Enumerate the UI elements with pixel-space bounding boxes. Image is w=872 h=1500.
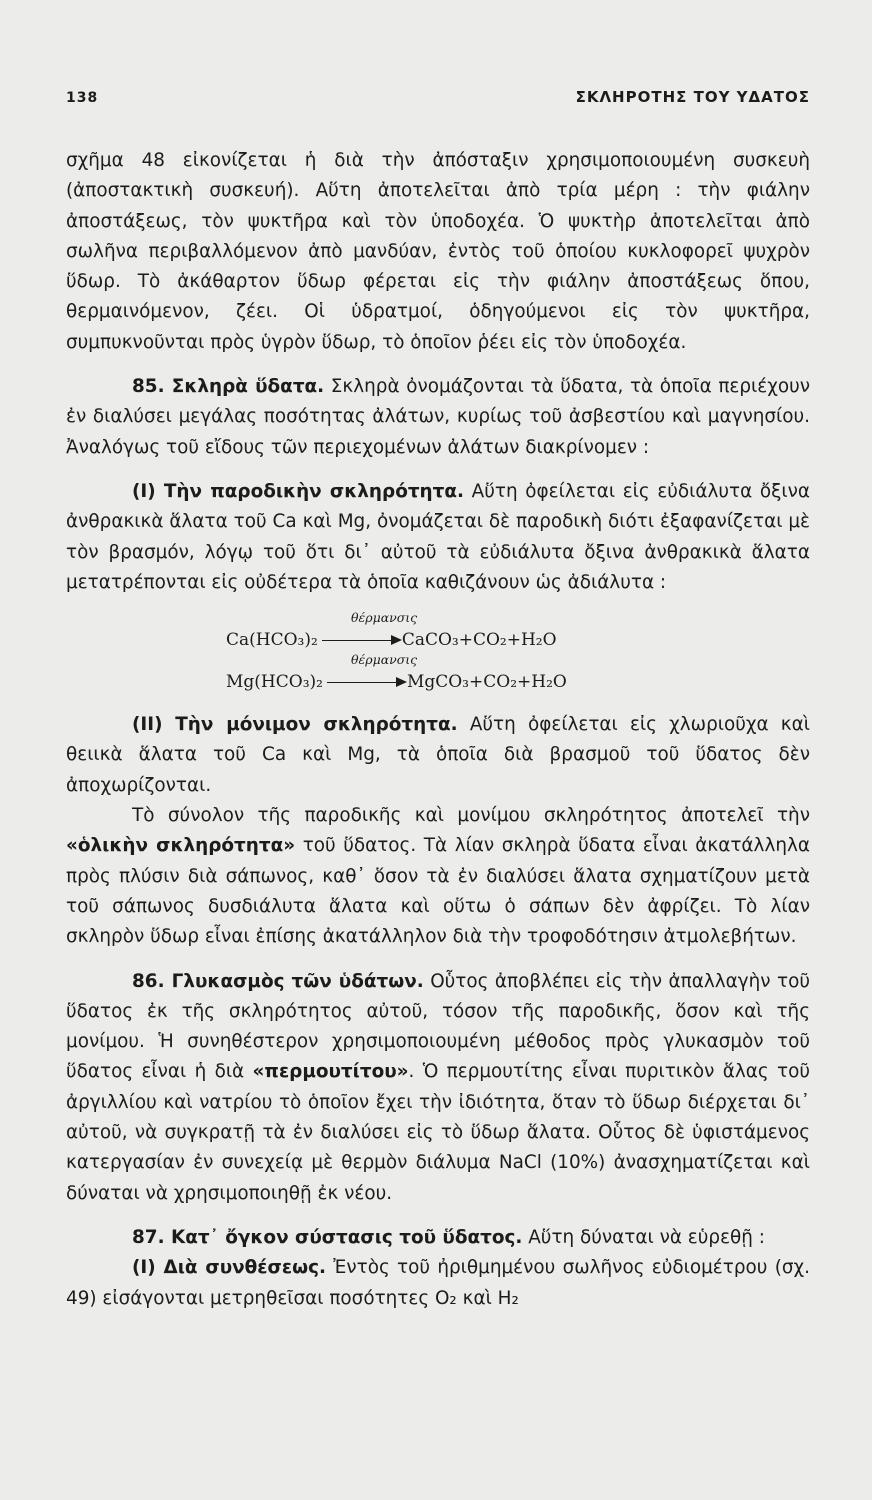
section-85-heading: 85. Σκληρὰ ὕδατα. — [132, 376, 325, 398]
arrow-icon — [327, 682, 405, 683]
reaction-condition: θέρμανσις — [351, 652, 418, 668]
section-87-text: Αὕτη δύναται νὰ εὑρεθῇ : — [522, 1226, 765, 1248]
section-86 — [66, 967, 810, 1209]
reaction-condition: θέρμανσις — [351, 610, 418, 626]
section-87 — [66, 1223, 810, 1253]
temporary-hardness-heading: (I) Τὴν παροδικὴν σκληρότητα. — [132, 480, 465, 502]
reaction-reactant: Ca(HCO₃)₂ — [226, 630, 318, 651]
reaction-products: MgCO₃+CO₂+H₂O — [406, 672, 567, 693]
total-hardness-text-b: τοῦ ὕδατος. Τὰ λίαν σκληρὰ ὕδατα εἶναι ἀκατάλληλα πρὸς πλύσιν διὰ σάπωνος, καθ᾿ ὅσον τὰ ἐν διαλύσει ἅλατα σχηματίζουν μετὰ τοῦ σάπωνος δυσδιάλυτα ἅλατα καὶ οὕτω ὁ σάπων δὲν ἀφρίζει. Τὸ λίαν σκληρὸν ὕδωρ εἶναι ἐπίσης ἀκατάλληλον διὰ τὴν τροφοδότησιν ἀτμολεβήτων. — [66, 835, 810, 948]
permanent-hardness-text: Αὕτη ὀφείλεται εἰς χλωριοῦχα καὶ θειικὰ ἅλατα τοῦ Ca καὶ Mg, τὰ ὁποῖα διὰ βρασμοῦ τοῦ ὕδατος δὲν ἀποχωρίζονται. — [66, 714, 810, 796]
reaction-equations — [66, 612, 810, 696]
running-title: ΣΚΛΗΡΟΤΗΣ ΤΟΥ ΥΔΑΤΟΣ — [575, 88, 810, 106]
section-86-heading: 86. Γλυκασμὸς τῶν ὑδάτων. — [132, 970, 424, 992]
reaction-magnesium — [226, 654, 810, 696]
section-87-heading: 87. Κατ᾿ ὄγκον σύστασις τοῦ ὕδατος. — [132, 1226, 523, 1248]
intro-paragraph: σχῆμα 48 εἰκονίζεται ἡ διὰ τὴν ἀπόσταξιν χρησιμοποιουμένη συσκευὴ (ἀποστακτικὴ συσκευή). Αὕτη ἀποτελεῖται ἀπὸ τρία μέρη : τὴν φιάλην ἀποστάξεως, τὸν ψυκτῆρα καὶ τὸν ὑποδοχέα. Ὁ ψυκτὴρ ἀποτελεῖται ἀπὸ σωλῆνα περιβαλλόμενον ἀπὸ μανδύαν, ἐντὸς τοῦ ὁποίου κυκλοφορεῖ ψυχρὸν ὕδωρ. Τὸ ἀκάθαρτον ὕδωρ φέρεται εἰς τὴν φιάλην ἀποστάξεως ὅπου, θερμαινόμενον, ζέει. Οἱ ὑδρατμοί, ὁδηγούμενοι εἰς τὸν ψυκτῆρα, συμπυκνοῦνται πρὸς ὑγρὸν ὕδωρ, τὸ ὁποῖον ῥέει εἰς τὸν ὑποδοχέα. — [66, 150, 810, 353]
permanent-hardness-heading: (II) Τὴν μόνιμον σκληρότητα. — [132, 714, 458, 736]
synthesis-heading: (I) Διὰ συνθέσεως. — [132, 1257, 326, 1279]
temporary-hardness — [66, 477, 810, 598]
total-hardness-paragraph — [66, 801, 810, 952]
permutite-term: «περμουτίτου» — [252, 1061, 409, 1083]
section-86-text-a: Οὗτος ἀποβλέπει εἰς τὴν ἀπαλλαγὴν τοῦ ὕδατος ἐκ τῆς σκληρότητος αὐτοῦ, τόσον τῆς παροδικῆς, ὅσον καὶ τῆς μονίμου. Ἡ συνηθέστερον χρησιμοποιουμένη μέθοδος πρὸς γλυκασμὸν τοῦ ὕδατος εἶναι ἡ διὰ — [66, 970, 810, 1083]
temporary-hardness-text: Αὕτη ὀφείλεται εἰς εὐδιάλυτα ὄξινα ἀνθρακικὰ ἅλατα τοῦ Ca καὶ Mg, ὀνομάζεται δὲ παροδικὴ διότι ἐξαφανίζεται μὲ τὸν βρασμόν, λόγῳ τοῦ ὅτι δι᾿ αὐτοῦ τὰ εὐδιάλυτα ὄξινα ἀνθρακικὰ ἅλατα μετατρέπονται εἰς οὐδέτερα τὰ ὁποῖα καθιζάνουν ὡς ἀδιάλυτα : — [66, 480, 810, 593]
reaction-reactant: Mg(HCO₃)₂ — [226, 672, 323, 693]
section-86-text-b: . Ὁ περμουτίτης εἶναι πυριτικὸν ἅλας τοῦ ἀργιλλίου καὶ νατρίου τὸ ὁποῖον ἔχει τὴν ἰδιότητα, ὅταν τὸ ὕδωρ διέρχεται δι᾿ αὐτοῦ, νὰ συγκρατῇ τὰ ἐν διαλύσει εἰς τὸ ὕδωρ ἅλατα. Οὗτος δὲ ὑφιστάμενος κατεργασίαν ἐν συνεχείᾳ μὲ θερμὸν διάλυμα NaCl (10%) ἀνασχηματίζεται καὶ δύναται νὰ χρησιμοποιηθῇ ἐκ νέου. — [66, 1061, 810, 1204]
arrow-icon — [322, 640, 400, 641]
total-hardness-term: «ὁλικὴν σκληρότητα» — [66, 835, 296, 857]
reaction-calcium — [226, 612, 810, 654]
synthesis-text: Ἐντὸς τοῦ ἠριθμημένου σωλῆνος εὐδιομέτρου (σχ. 49) εἰσάγονται μετρηθεῖσαι ποσότητες O₂ καὶ H₂ — [66, 1257, 810, 1309]
section-85 — [66, 372, 810, 463]
total-hardness-text-a: Τὸ σύνολον τῆς παροδικῆς καὶ μονίμου σκληρότητος ἀποτελεῖ τὴν — [132, 805, 810, 827]
section-85-text: Σκληρὰ ὀνομάζονται τὰ ὕδατα, τὰ ὁποῖα περιέχουν ἐν διαλύσει μεγάλας ποσότητας ἀλάτων, κυρίως τοῦ ἀσβεστίου καὶ μαγνησίου. Ἀναλόγως τοῦ εἴδους τῶν περιεχομένων ἀλάτων διακρίνομεν : — [66, 376, 810, 458]
page-header — [66, 88, 810, 106]
reaction-products: CaCO₃+CO₂+H₂O — [401, 630, 557, 651]
synthesis-paragraph — [66, 1253, 810, 1314]
page-number: 138 — [66, 90, 99, 106]
permanent-hardness — [66, 710, 810, 801]
